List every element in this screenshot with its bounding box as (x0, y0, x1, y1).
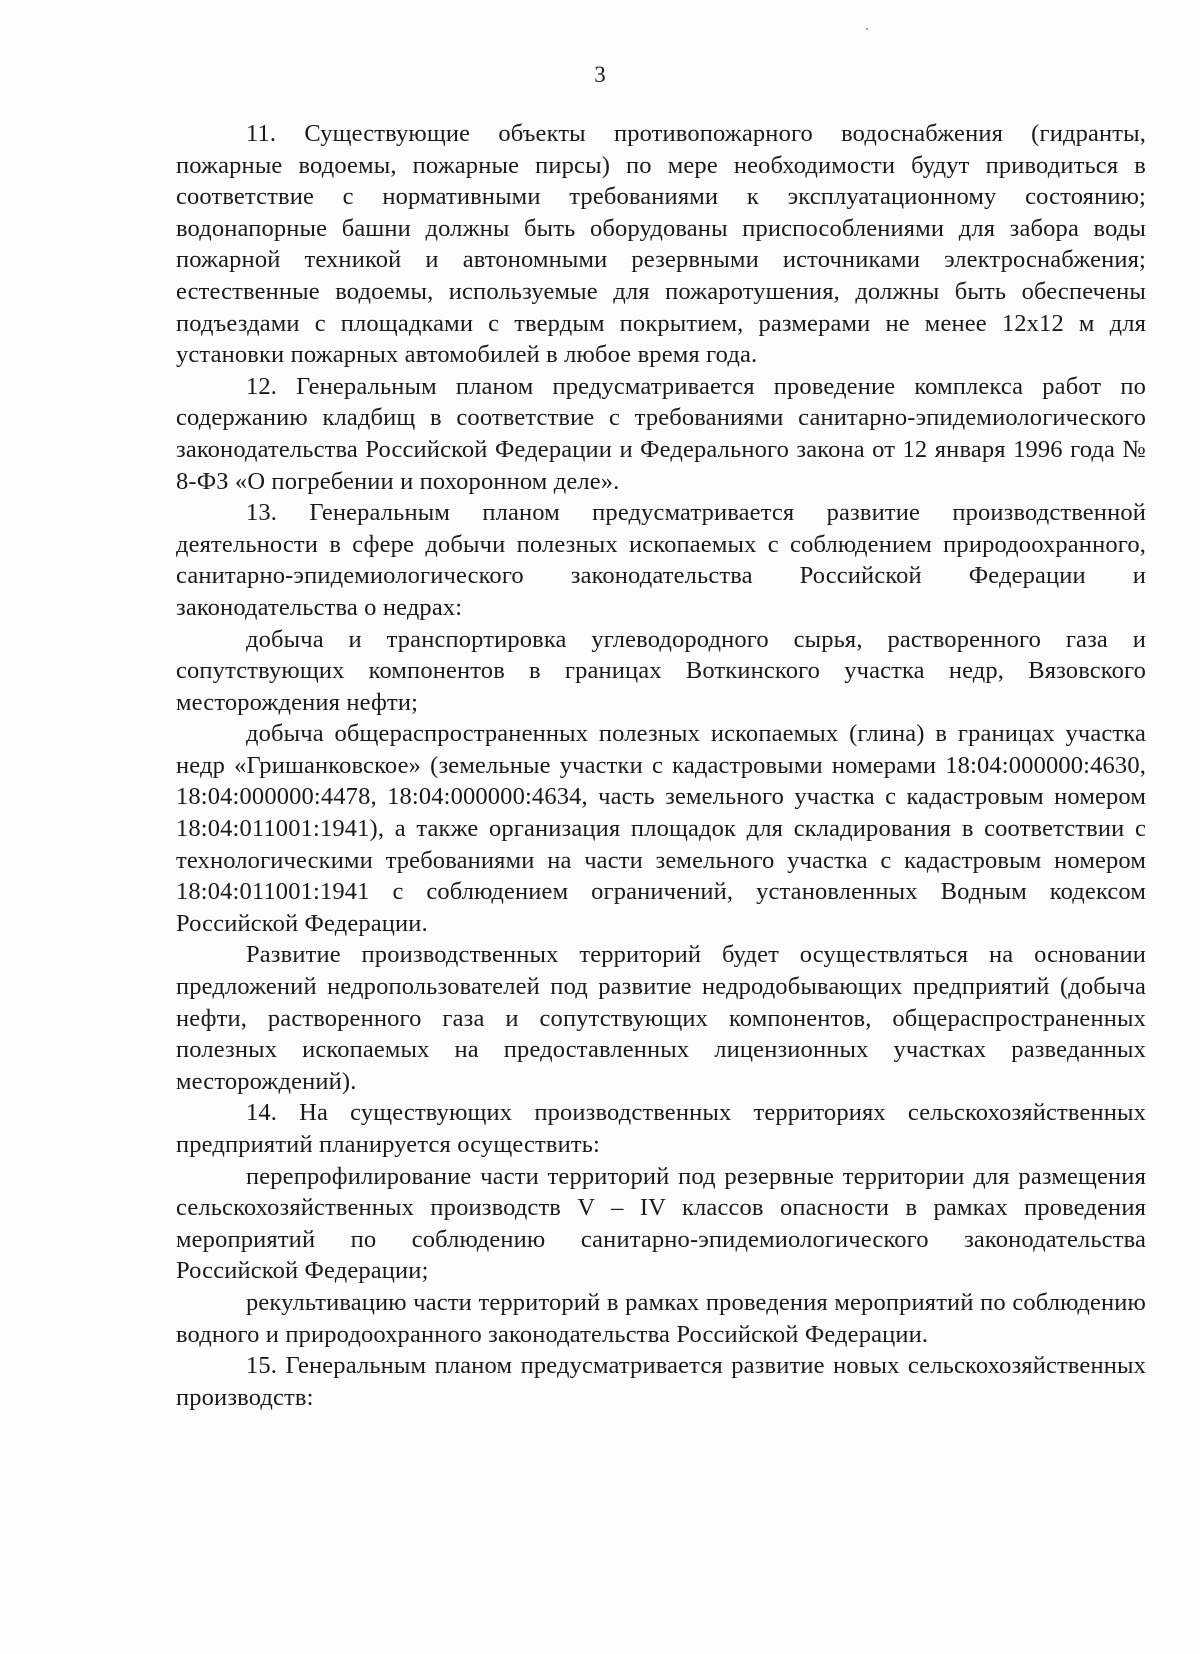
paragraph-13-item-clay: добыча общераспространенных полезных ископаемых (глина) в границах участка недр «Гришанковское» (земельные участки с кадастровыми номерами 18:04:000000:4630, 18:04:000000:4478, 18:04:000000:4634, часть земельного участка с кадастровым номером 18:04:011001:1941), а также организация площадок для складирования в соответствии с технологическими требованиями на части земельного участка с кадастровым номером 18:04:011001:1941 с соблюдением ограничений, установленных Водным кодексом Российской Федерации. (176, 720, 1146, 937)
paragraph-14-item-reprofiling: перепрофилирование части территорий под резервные территории для размещения сельскохозяйственных производств V – IV классов опасности в рамках проведения мероприятий по соблюдению санитарно-эпидемиологического законодательства Российской Федерации; (176, 1162, 1146, 1285)
paragraph-15: 15. Генеральным планом предусматривается развитие новых сельскохозяйственных производств: (176, 1352, 1146, 1411)
paragraph-11: 11. Существующие объекты противопожарного водоснабжения (гидранты, пожарные водоемы, пожарные пирсы) по мере необходимости будут приводиться в соответствие с нормативными требованиями к эксплуатационному состоянию; водонапорные башни должны быть оборудованы приспособлениями для забора воды пожарной техникой и автономными резервными источниками электроснабжения; естественные водоемы, используемые для пожаротушения, должны быть обеспечены подъездами с площадками с твердым покрытием, размерами не менее 12х12 м для установки пожарных автомобилей в любое время года. (176, 120, 1146, 369)
scan-speck (866, 28, 868, 30)
paragraph-13-development: Развитие производственных территорий будет осуществляться на основании предложений недропользователей под развитие недродобывающих предприятий (добыча нефти, растворенного газа и сопутствующих компонентов, общераспространенных полезных ископаемых на предоставленных лицензионных участках разведанных месторождений). (176, 941, 1146, 1095)
document-body (176, 118, 1146, 1413)
paragraph-14: 14. На существующих производственных территориях сельскохозяйственных предприятий планируется осуществить: (176, 1099, 1146, 1158)
page-number: 3 (594, 62, 606, 87)
paragraph-13: 13. Генеральным планом предусматривается развитие производственной деятельности в сфере добычи полезных ископаемых с соблюдением природоохранного, санитарно-эпидемиологического законодательства Российской Федерации и законодательства о недрах: (176, 499, 1146, 621)
paragraph-12: 12. Генеральным планом предусматривается проведение комплекса работ по содержанию кладбищ в соответствие с требованиями санитарно-эпидемиологического законодательства Российской Федерации и Федерального закона от 12 января 1996 года № 8-ФЗ «О погребении и похоронном деле». (176, 372, 1146, 495)
paragraph-13-item-hydrocarbons: добыча и транспортировка углеводородного сырья, растворенного газа и сопутствующих компонентов в границах Воткинского участка недр, Вязовского месторождения нефти; (176, 625, 1146, 716)
paragraph-14-item-recultivation: рекультивацию части территорий в рамках проведения мероприятий по соблюдению водного и природоохранного законодательства Российской Федерации. (176, 1288, 1146, 1348)
